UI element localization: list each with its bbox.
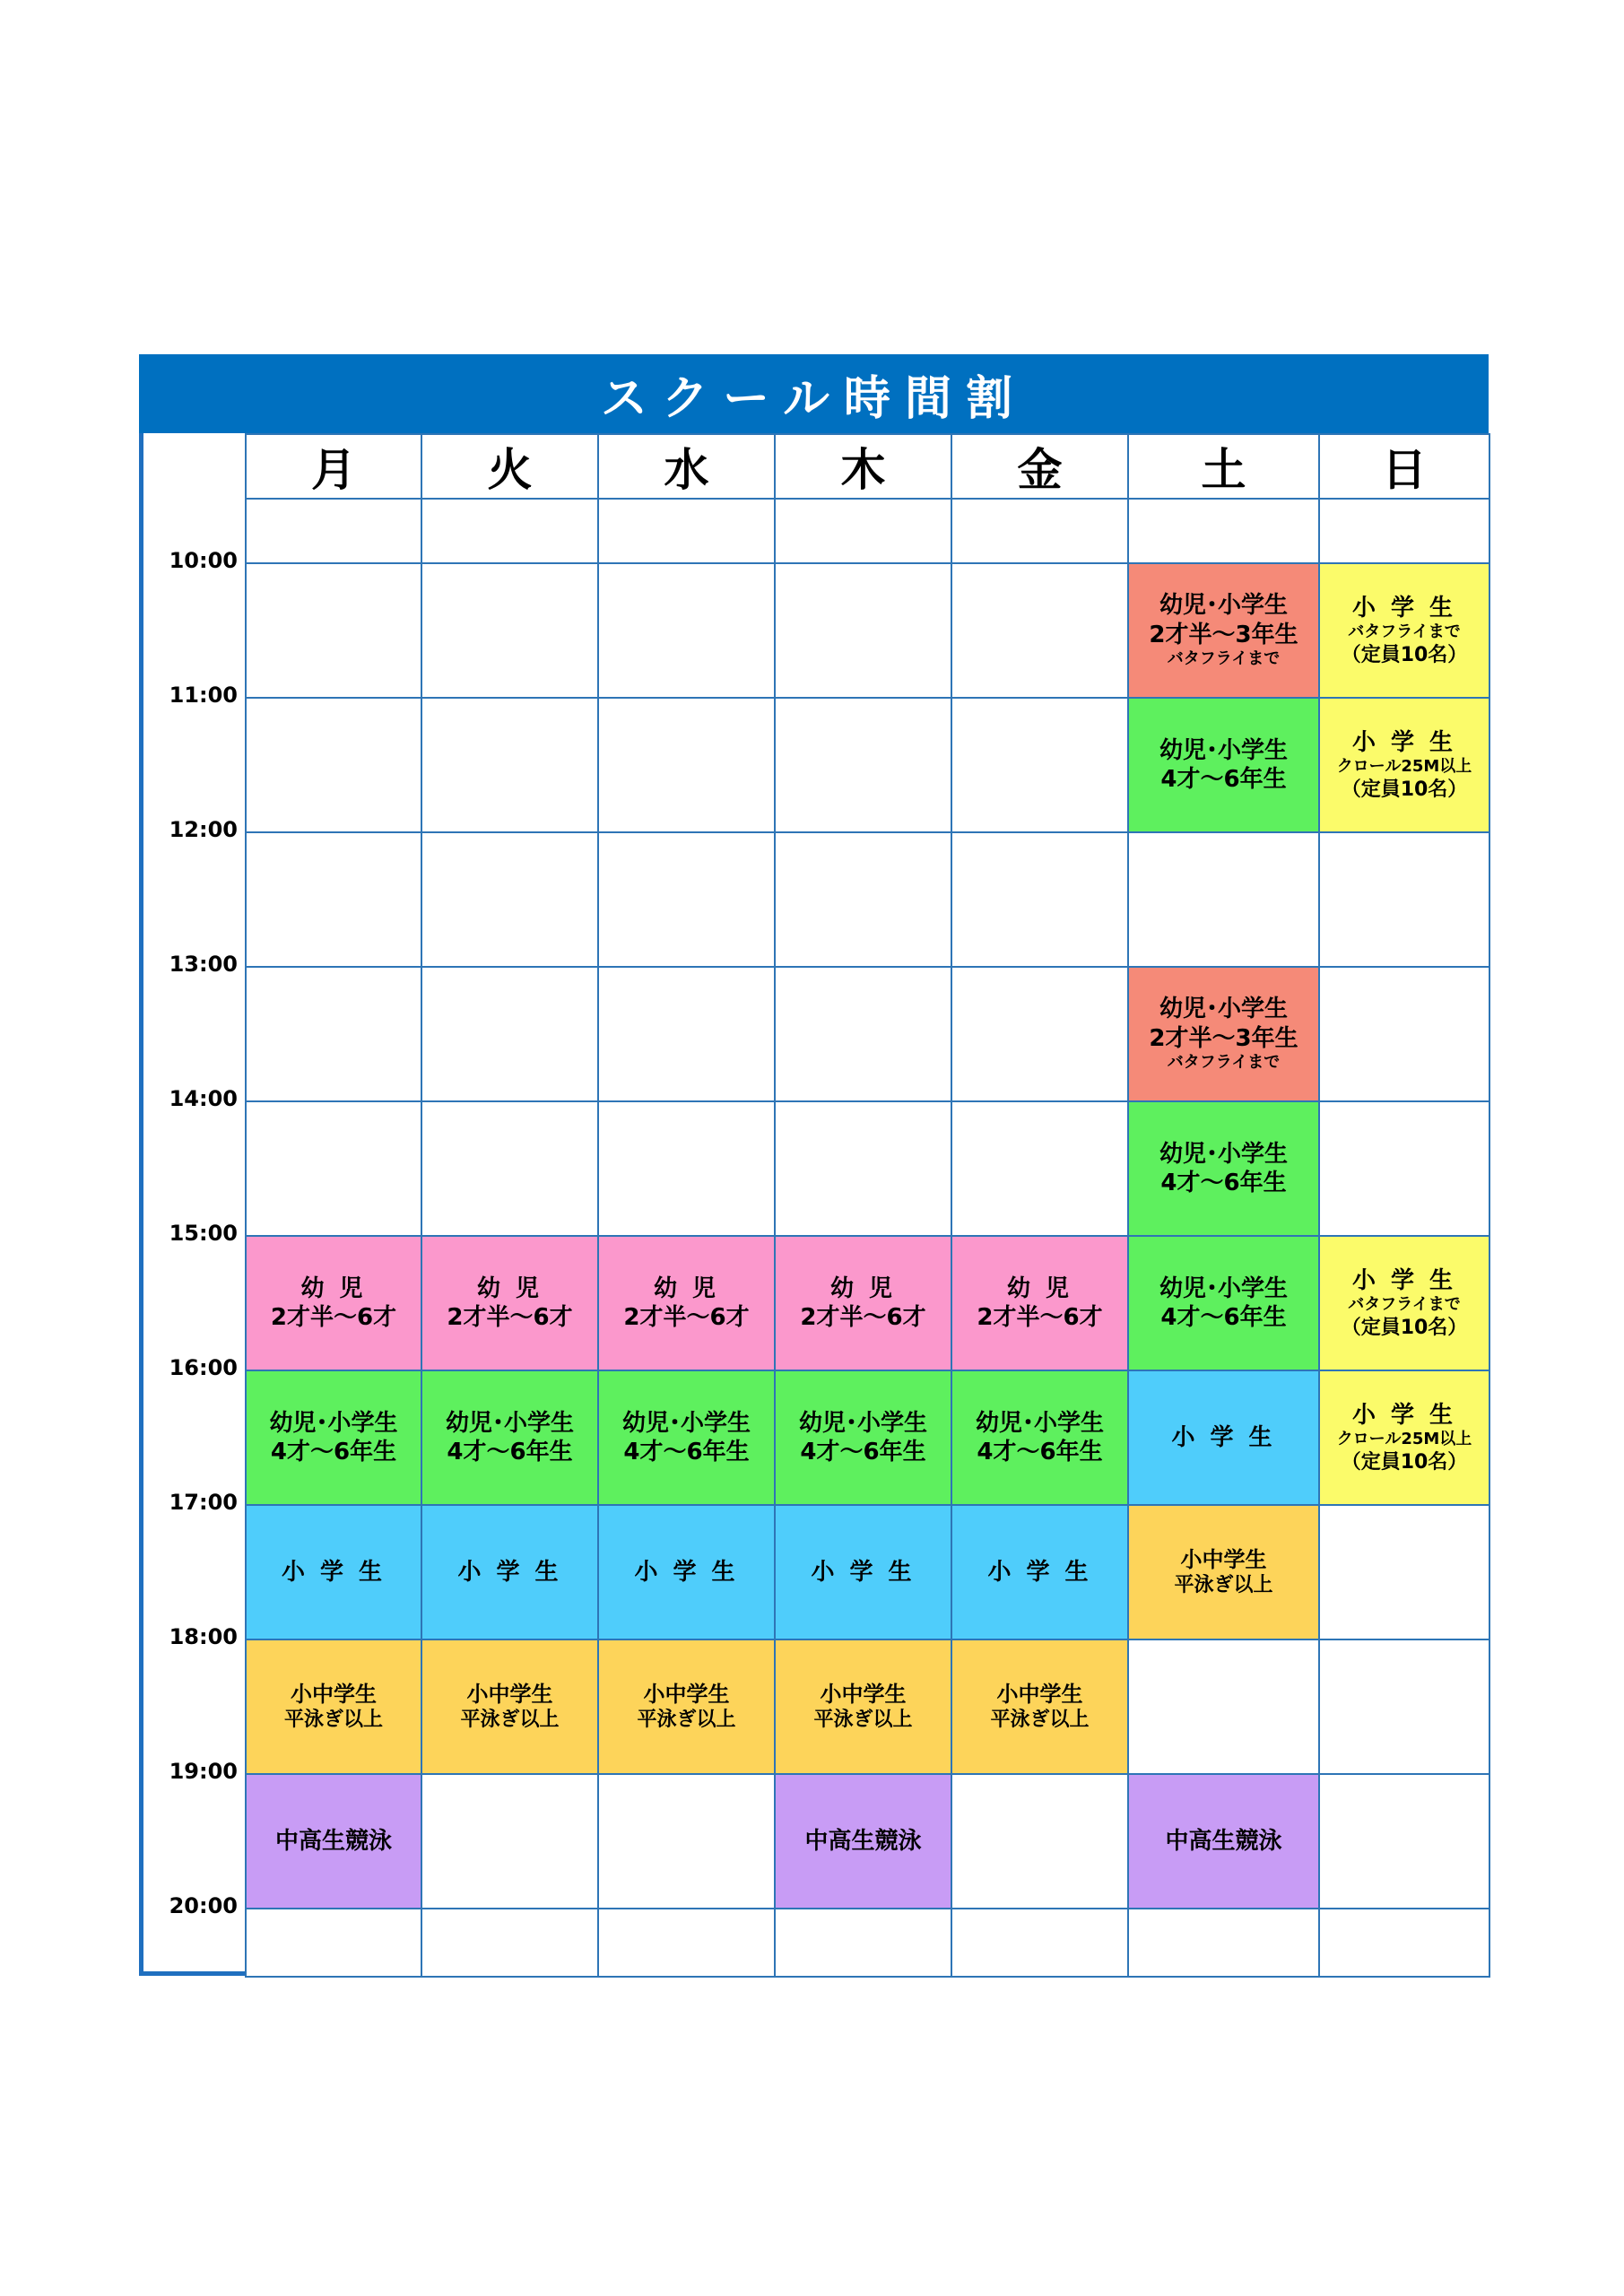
grid-cell <box>1127 1639 1320 1775</box>
class-block[interactable] <box>421 1639 599 1775</box>
grid-cell <box>421 1908 599 1978</box>
class-block[interactable] <box>774 1773 952 1909</box>
grid-cell <box>1127 498 1320 564</box>
class-text: クロール25M以上 <box>1336 757 1472 777</box>
grid-cell <box>421 562 599 699</box>
class-block[interactable] <box>421 1504 599 1640</box>
class-text: 小 学 生 <box>811 1558 916 1586</box>
class-text: 2才半～6才 <box>270 1304 397 1331</box>
grid-cell <box>951 562 1129 699</box>
class-text: 小 学 生 <box>1171 1423 1276 1451</box>
time-label: 18:00 <box>169 1624 238 1649</box>
class-block[interactable] <box>1318 1370 1490 1506</box>
grid-cell <box>421 831 599 968</box>
class-text: 小中学生 <box>643 1682 730 1708</box>
grid-cell <box>774 966 952 1102</box>
class-text: 幼児･小学生 <box>1159 1274 1288 1302</box>
class-text: 幼児･小学生 <box>1159 996 1288 1023</box>
class-block[interactable] <box>1318 1235 1490 1371</box>
class-text: バタフライまで <box>1167 1053 1281 1073</box>
grid-cell <box>951 498 1129 564</box>
class-text: 4才～6年生 <box>800 1439 926 1465</box>
class-text: 幼 児 <box>829 1274 897 1302</box>
page-title: スクール時間割 <box>139 354 1489 433</box>
class-text: 2才半～6才 <box>623 1304 750 1331</box>
class-text: 幼児･小学生 <box>445 1409 574 1437</box>
grid-cell <box>1318 1504 1490 1640</box>
time-label: 15:00 <box>169 1221 238 1246</box>
class-block[interactable] <box>245 1235 422 1371</box>
class-text: 小 学 生 <box>281 1558 386 1586</box>
class-text: 4才～6年生 <box>977 1439 1103 1465</box>
grid-cell <box>597 1908 776 1978</box>
grid-cell <box>1318 498 1490 564</box>
class-text: バタフライまで <box>1167 649 1281 669</box>
grid-cell <box>1318 1639 1490 1775</box>
class-text: バタフライまで <box>1348 622 1461 642</box>
class-text: 平泳ぎ以上 <box>637 1709 736 1732</box>
class-text: 小 学 生 <box>1351 1401 1457 1429</box>
grid-cell <box>597 1100 776 1237</box>
class-block[interactable] <box>597 1504 776 1640</box>
class-text: 2才半～6才 <box>800 1304 926 1331</box>
class-text: 4才～6年生 <box>1160 1170 1287 1196</box>
time-label: 19:00 <box>169 1759 238 1784</box>
class-text: 幼 児 <box>1006 1274 1073 1302</box>
class-text: 4才～6年生 <box>623 1439 750 1465</box>
grid-cell <box>597 831 776 968</box>
grid-cell <box>1318 1100 1490 1237</box>
grid-cell <box>245 697 422 833</box>
class-block[interactable] <box>774 1639 952 1775</box>
time-label: 16:00 <box>169 1355 238 1380</box>
class-text: 4才～6年生 <box>1160 1304 1287 1331</box>
grid-cell <box>597 562 776 699</box>
class-text: 幼児･小学生 <box>621 1409 751 1437</box>
class-text: 4才～6年生 <box>447 1439 573 1465</box>
class-text: 2才半～6才 <box>977 1304 1103 1331</box>
class-text: 中高生競泳 <box>274 1827 392 1855</box>
class-block[interactable] <box>597 1639 776 1775</box>
class-text: 小中学生 <box>1180 1547 1267 1573</box>
grid-cell <box>951 1100 1129 1237</box>
grid-cell <box>1318 831 1490 968</box>
class-text: 小 学 生 <box>457 1558 562 1586</box>
grid-cell <box>245 831 422 968</box>
class-block[interactable] <box>774 1504 952 1640</box>
class-block[interactable] <box>1318 697 1490 833</box>
class-text: 平泳ぎ以上 <box>990 1709 1090 1732</box>
time-label: 20:00 <box>169 1893 238 1918</box>
grid-cell <box>951 1908 1129 1978</box>
day-header: 土 <box>1127 433 1320 500</box>
class-block[interactable] <box>1318 562 1490 699</box>
class-text: 2才半～3年生 <box>1149 621 1298 648</box>
grid-cell <box>774 498 952 564</box>
grid-cell <box>421 498 599 564</box>
grid-cell <box>951 697 1129 833</box>
grid-cell <box>421 1773 599 1909</box>
class-text: 平泳ぎ以上 <box>813 1709 913 1732</box>
grid-cell <box>951 831 1129 968</box>
class-text: 小中学生 <box>291 1682 377 1708</box>
grid-cell <box>245 1908 422 1978</box>
class-block[interactable] <box>421 1370 599 1506</box>
class-text: 小 学 生 <box>1351 594 1457 622</box>
class-text: 4才～6年生 <box>1160 766 1287 793</box>
day-header: 火 <box>421 433 599 500</box>
class-text: 中高生競泳 <box>1165 1827 1282 1855</box>
class-text: 2才半～3年生 <box>1149 1024 1298 1052</box>
grid-cell <box>774 1908 952 1978</box>
class-block[interactable] <box>1127 1504 1320 1640</box>
grid-cell <box>774 1100 952 1237</box>
class-text: （定員10名） <box>1341 778 1468 801</box>
grid-cell <box>597 697 776 833</box>
class-block[interactable] <box>1127 1370 1320 1506</box>
class-block[interactable] <box>597 1370 776 1506</box>
class-text: 幼 児 <box>300 1274 367 1302</box>
grid-cell <box>951 966 1129 1102</box>
class-text: 小 学 生 <box>1351 728 1457 756</box>
grid-cell <box>774 562 952 699</box>
class-text: 幼 児 <box>476 1274 543 1302</box>
time-label: 13:00 <box>169 952 238 977</box>
class-text: 小中学生 <box>820 1682 907 1708</box>
class-text: バタフライまで <box>1348 1295 1461 1315</box>
class-text: 小 学 生 <box>634 1558 739 1586</box>
class-text: 小中学生 <box>996 1682 1083 1708</box>
grid-cell <box>245 1100 422 1237</box>
class-text: クロール25M以上 <box>1336 1430 1472 1449</box>
class-text: （定員10名） <box>1341 1450 1468 1474</box>
grid-cell <box>421 966 599 1102</box>
class-text: 小中学生 <box>466 1682 553 1708</box>
grid-cell <box>774 697 952 833</box>
class-text: 平泳ぎ以上 <box>460 1709 560 1732</box>
time-label: 11:00 <box>169 683 238 708</box>
class-block[interactable] <box>245 1773 422 1909</box>
class-block[interactable] <box>951 1370 1129 1506</box>
class-block[interactable] <box>951 1639 1129 1775</box>
class-block[interactable] <box>1127 1235 1320 1371</box>
grid-cell <box>1318 1773 1490 1909</box>
grid-cell <box>245 966 422 1102</box>
class-text: 幼児･小学生 <box>798 1409 927 1437</box>
grid-cell <box>421 697 599 833</box>
class-text: 幼 児 <box>653 1274 720 1302</box>
time-label: 14:00 <box>169 1086 238 1111</box>
class-block[interactable] <box>245 1504 422 1640</box>
class-block[interactable] <box>774 1235 952 1371</box>
class-text: 幼児･小学生 <box>269 1409 398 1437</box>
class-text: 平泳ぎ以上 <box>283 1709 383 1732</box>
class-text: 中高生競泳 <box>804 1827 922 1855</box>
day-header: 金 <box>951 433 1129 500</box>
class-block[interactable] <box>1127 1100 1320 1237</box>
class-block[interactable] <box>951 1235 1129 1371</box>
class-block[interactable] <box>1127 966 1320 1102</box>
class-block[interactable] <box>245 1370 422 1506</box>
day-header: 木 <box>774 433 952 500</box>
class-block[interactable] <box>774 1370 952 1506</box>
class-text: 小 学 生 <box>1351 1266 1457 1294</box>
grid-cell <box>597 1773 776 1909</box>
class-text: 4才～6年生 <box>270 1439 397 1465</box>
time-label: 12:00 <box>169 817 238 842</box>
grid-cell <box>597 498 776 564</box>
grid-cell <box>774 831 952 968</box>
class-text: 幼児･小学生 <box>1159 592 1288 620</box>
grid-cell <box>421 1100 599 1237</box>
class-text: （定員10名） <box>1341 1316 1468 1339</box>
grid-cell <box>245 498 422 564</box>
class-text: 幼児･小学生 <box>1159 1140 1288 1168</box>
class-block[interactable] <box>1127 697 1320 833</box>
grid-cell <box>245 562 422 699</box>
class-block[interactable] <box>597 1235 776 1371</box>
time-label: 17:00 <box>169 1490 238 1515</box>
time-label: 10:00 <box>169 548 238 573</box>
day-header: 日 <box>1318 433 1490 500</box>
class-text: 小 学 生 <box>987 1558 1092 1586</box>
day-header: 水 <box>597 433 776 500</box>
grid-cell <box>1318 1908 1490 1978</box>
class-text: 平泳ぎ以上 <box>1174 1574 1273 1597</box>
grid-cell <box>597 966 776 1102</box>
class-text: 幼児･小学生 <box>975 1409 1104 1437</box>
day-header: 月 <box>245 433 422 500</box>
grid-cell <box>1127 1908 1320 1978</box>
class-block[interactable] <box>1127 1773 1320 1909</box>
class-text: 幼児･小学生 <box>1159 736 1288 764</box>
grid-cell <box>1127 831 1320 968</box>
class-block[interactable] <box>245 1639 422 1775</box>
class-block[interactable] <box>421 1235 599 1371</box>
grid-cell <box>951 1773 1129 1909</box>
class-block[interactable] <box>951 1504 1129 1640</box>
class-block[interactable] <box>1127 562 1320 699</box>
class-text: （定員10名） <box>1341 643 1468 666</box>
grid-cell <box>1318 966 1490 1102</box>
class-text: 2才半～6才 <box>447 1304 573 1331</box>
